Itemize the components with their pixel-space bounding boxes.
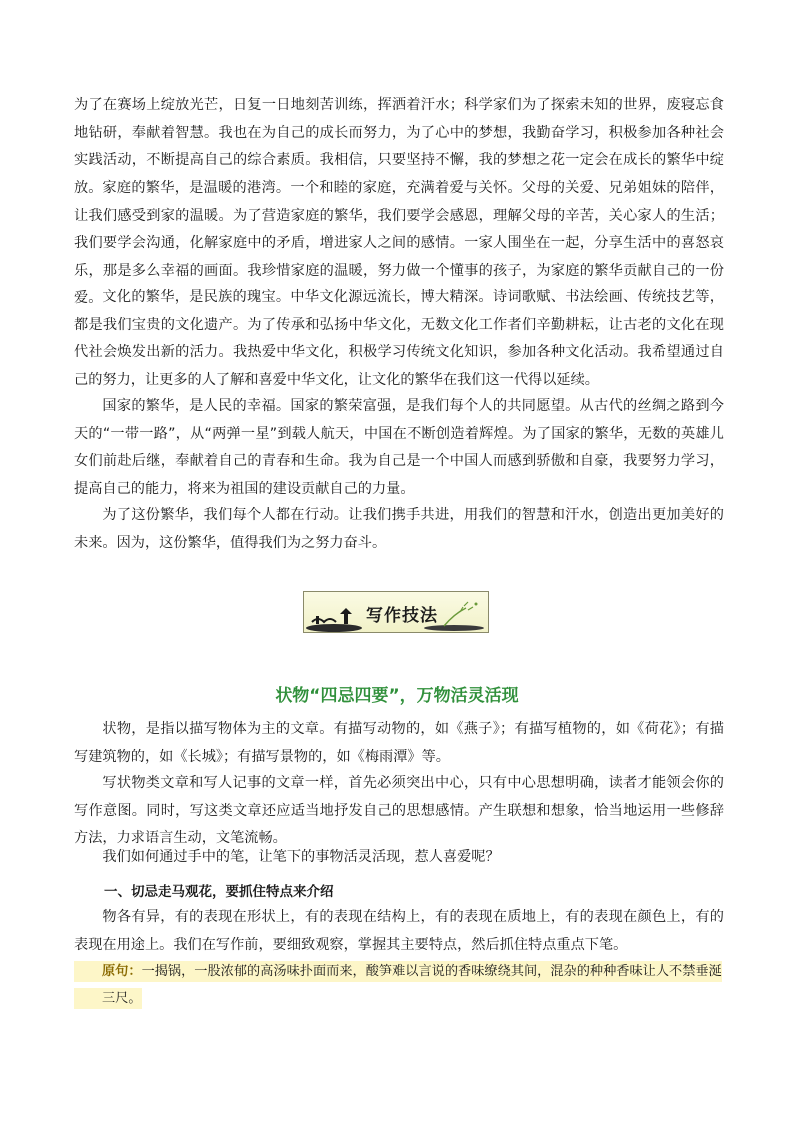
section-banner <box>303 591 489 633</box>
essay-paragraph-family: 家庭的繁华，是温暖的港湾。一个和睦的家庭，充满着爱与关怀。父母的关爱、兄弟姐妹的陪伴，让我们感受到家的温暖。为了营造家庭的繁华，我们要学会感恩，理解父母的辛苦，关心家人的生活；我们要学会沟通，化解家庭中的矛盾，增进家人之间的感情。一家人围坐在一起，分享生活中的喜怒哀乐，那是多么幸福的画面。我珍惜家庭的温暖，努力做一个懂事的孩子，为家庭的繁华贡献自己的一份爱。 <box>74 180 724 306</box>
essay-paragraph-culture: 文化的繁华，是民族的瑰宝。中华文化源远流长，博大精深。诗词歌赋、书法绘画、传统技艺等，都是我们宝贵的文化遗产。为了传承和弘扬中华文化，无数文化工作者们辛勤耕耘，让古老的文化在现代社会焕发出新的活力。我热爱中华文化，积极学习传统文化知识，参加各种文化活动。我希望通过自己的努力，让更多的人了解和喜爱中华文化，让文化的繁华在我们这一代得以延续。 <box>74 289 724 388</box>
subheading-1: 一、切忌走马观花，要抓住特点来介绍 <box>104 884 334 900</box>
section-title: 状物“四忌四要”，万物活灵活现 <box>275 686 519 706</box>
quote-text: 一揭锅，一股浓郁的高汤味扑面而来，酸笋难以言说的香味缭绕其间，混杂的种种香味让人不禁垂涎三尺。 <box>102 964 722 1006</box>
quote-label: 原句： <box>102 964 142 979</box>
essay-paragraph-ending: 为了这份繁华，我们每个人都在行动。让我们携手共进，用我们的智慧和汗水，创造出更加美好的未来。因为，这份繁华，值得我们为之努力奋斗。 <box>74 507 724 551</box>
example-quote <box>74 958 724 1012</box>
technique-paragraph-3: 我们如何通过手中的笔，让笔下的事物活灵活现，惹人喜爱呢？ <box>102 849 500 865</box>
technique-paragraph-4: 物各有异，有的表现在形状上，有的表现在结构上，有的表现在质地上，有的表现在颜色上，有的表现在用途上。我们在写作前，要细致观察，掌握其主要特点，然后抓住特点重点下笔。 <box>74 909 724 953</box>
technique-paragraph-2: 写状物类文章和写人记事的文章一样，首先必须突出中心，只有中心思想明确，读者才能领会你的写作意图。同时，写这类文章还应适当地抒发自己的思想感情。产生联想和想象，恰当地运用一些修辞方法，力求语言生动，文笔流畅。 <box>74 775 724 846</box>
essay-paragraph-continued: 为了在赛场上绽放光芒，日复一日地刻苦训练，挥洒着汗水；科学家们为了探索未知的世界，废寝忘食地钻研，奉献着智慧。我也在为自己的成长而努力，为了心中的梦想，我勤奋学习，积极参加各种社会实践活动，不断提高自己的综合素质。我相信，只要坚持不懈，我的梦想之花一定会在成长的繁华中绽放。 <box>74 97 724 196</box>
banner-label: 写作技法 <box>366 606 438 626</box>
essay-paragraph-nation: 国家的繁华，是人民的幸福。国家的繁荣富强，是我们每个人的共同愿望。从古代的丝绸之路到今天的“一带一路”，从“两弹一星”到载人航天，中国在不断创造着辉煌。为了国家的繁华，无数的英雄儿女们前赴后继，奉献着自己的青春和生命。我为自己是一个中国人而感到骄傲和自豪，我要努力学习，提高自己的能力，将来为祖国的建设贡献自己的力量。 <box>74 398 724 497</box>
technique-paragraph-1: 状物，是指以描写物体为主的文章。有描写动物的，如《燕子》；有描写植物的，如《荷花》；有描写建筑物的，如《长城》；有描写景物的，如《梅雨潭》等。 <box>74 721 724 765</box>
